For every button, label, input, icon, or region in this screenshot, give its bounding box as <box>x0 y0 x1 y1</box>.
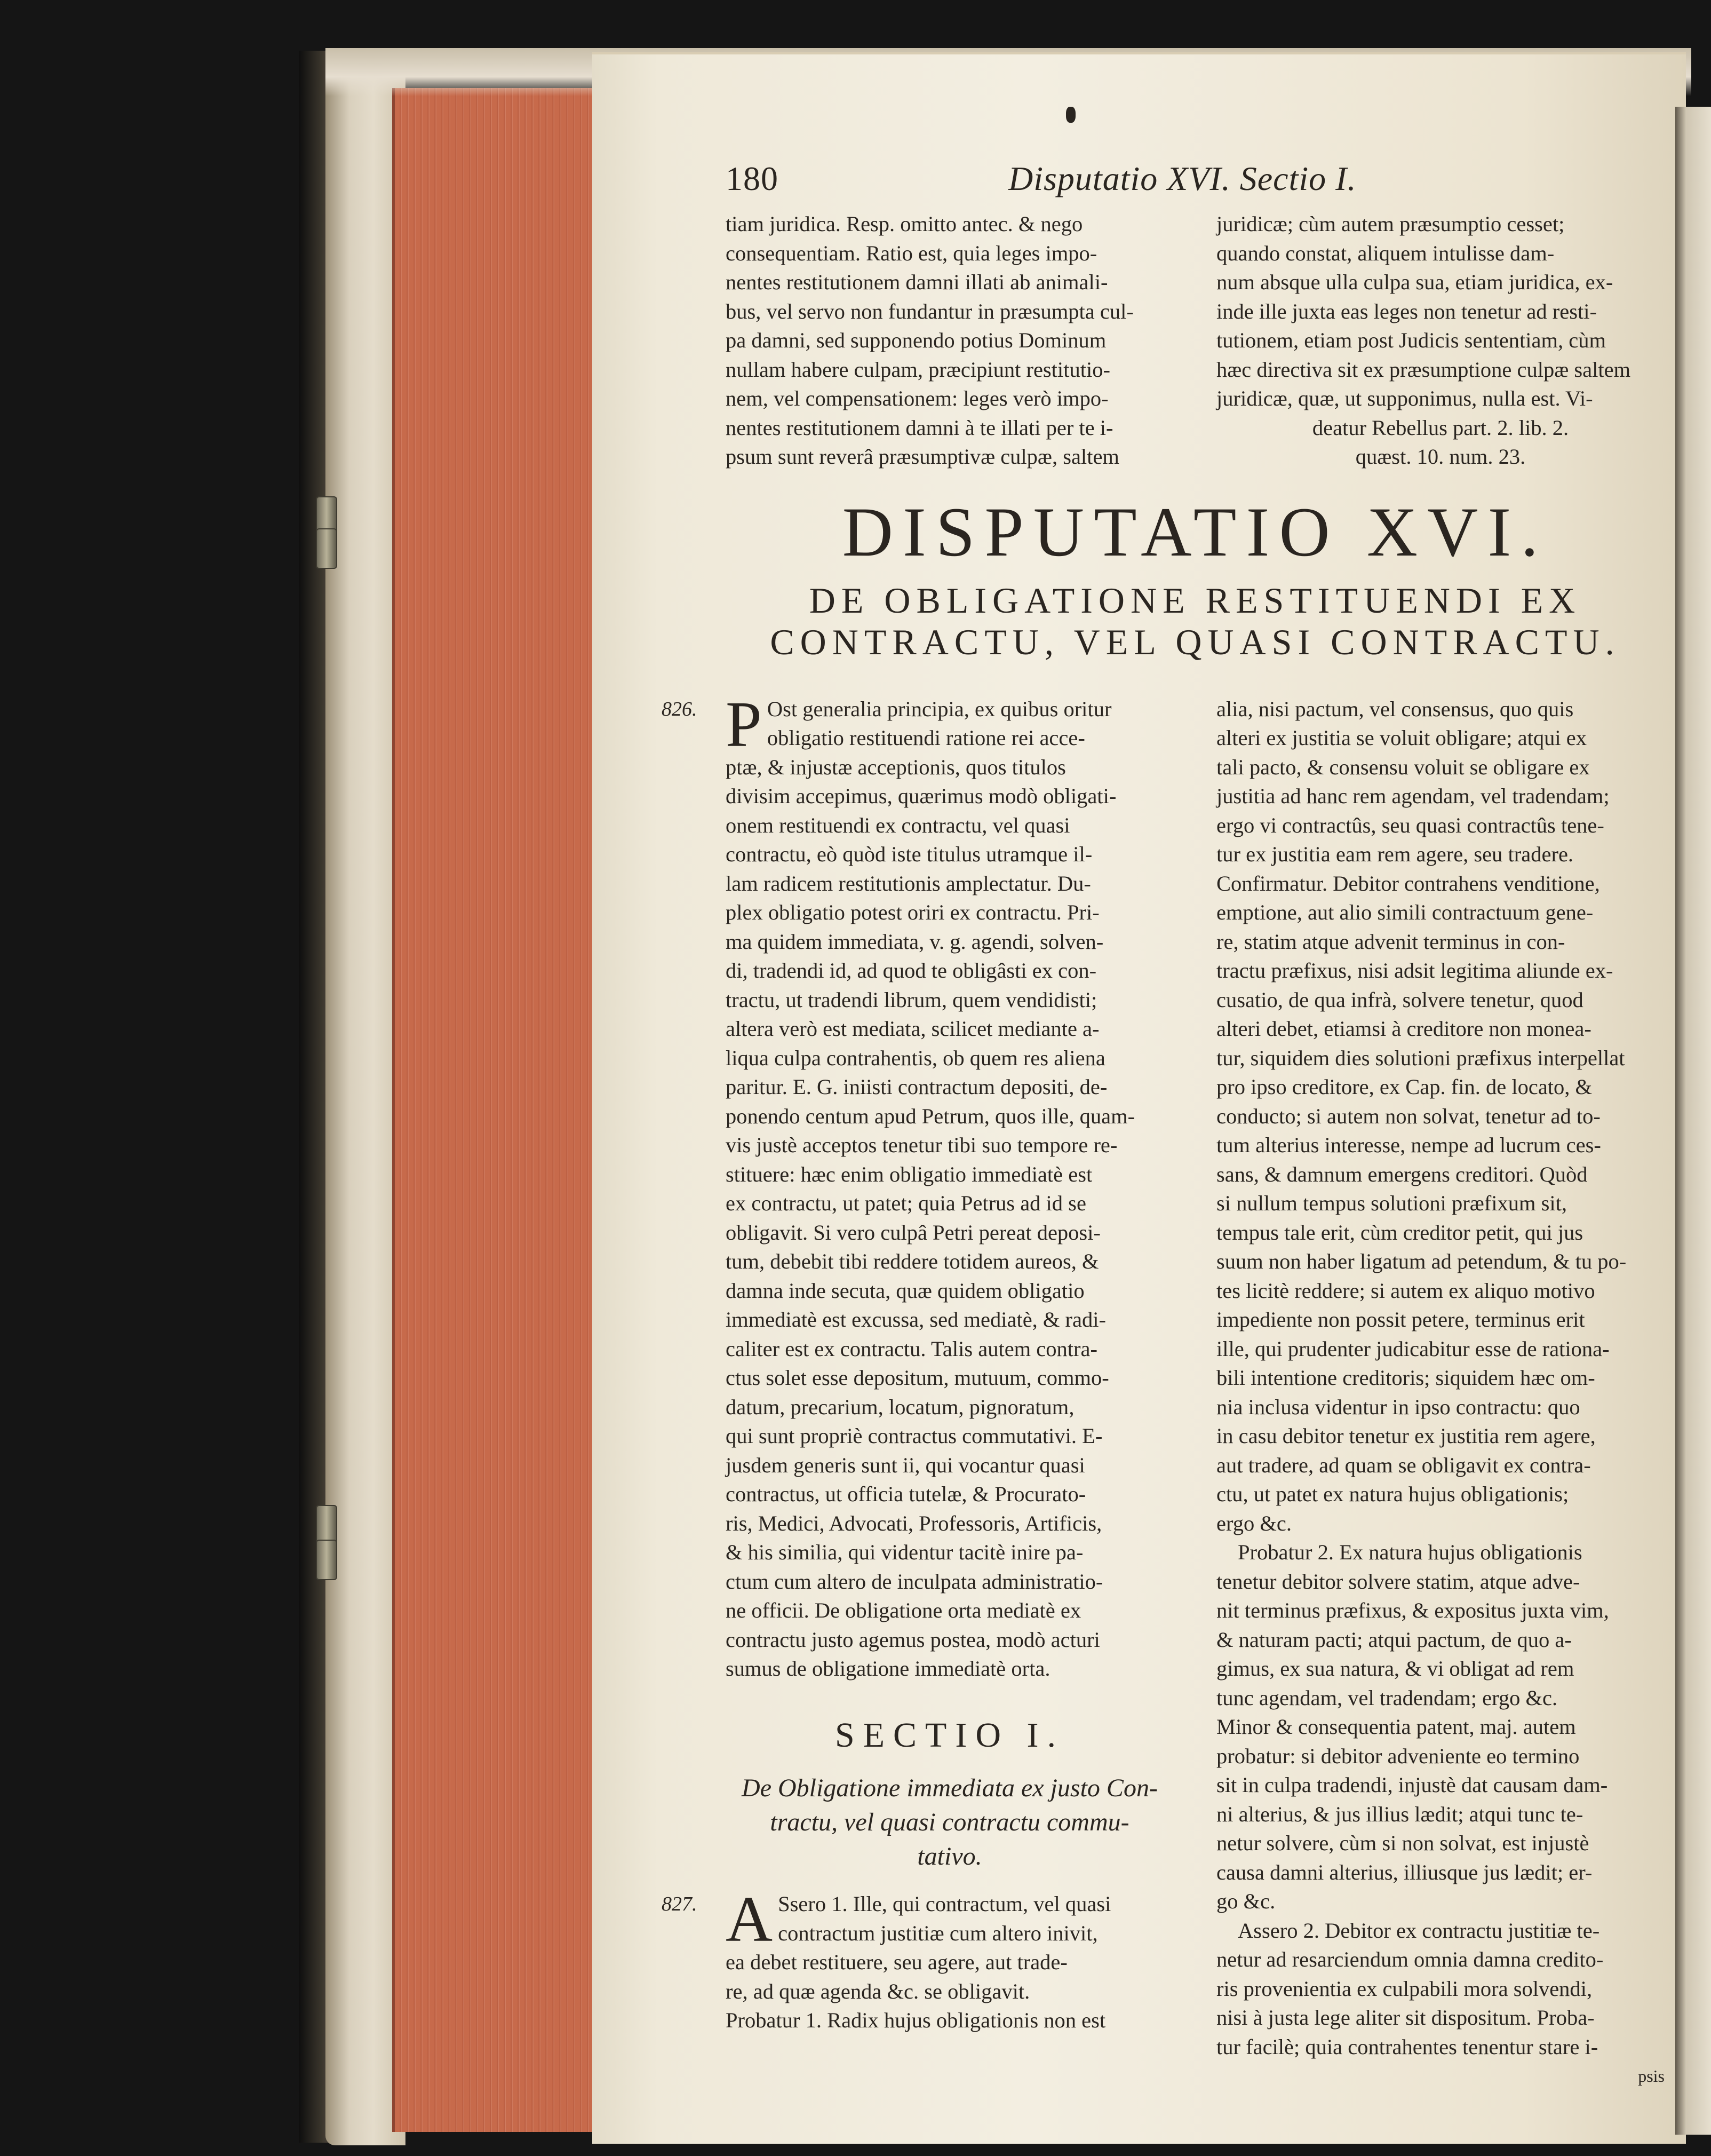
right-col-line: re, statim atque advenit terminus in con- <box>1216 929 1565 954</box>
top-right-line: num absque ulla culpa sua, etiam juridica, ex- <box>1216 270 1613 294</box>
top-right-line: quæst. 10. num. 23. <box>1355 445 1526 469</box>
red-page-edges <box>392 88 598 2132</box>
right-col-line: go &c. <box>1216 1889 1276 1913</box>
top-left-line: nem, vel compensationem: leges verò impo- <box>726 386 1109 410</box>
disputatio-subtitle-line-2: CONTRACTU, VEL QUASI CONTRACTU. <box>770 621 1620 662</box>
right-col-line: & naturam pacti; atqui pactum, de quo a- <box>1216 1627 1572 1652</box>
right-col-line: suum non haber ligatum ad petendum, & tu po- <box>1216 1249 1627 1273</box>
right-col-line: si nullum tempus solutioni præfixum sit, <box>1216 1191 1567 1215</box>
right-col-line: causa damni alterius, illiusque jus lædit; er- <box>1216 1860 1593 1884</box>
right-col-line: gimus, ex sua natura, & vi obligat ad rem <box>1216 1656 1574 1681</box>
paragraph-826-text <box>726 688 1174 1684</box>
p827-line: re, ad quæ agenda &c. se obligavit. <box>726 1979 1030 2003</box>
section-desc-line: tractu, vel quasi contractu commu- <box>770 1808 1129 1836</box>
section-description <box>731 1771 1168 1874</box>
main-columns <box>662 688 1665 2091</box>
right-col-line: tempus tale erit, cùm creditor petit, qui jus <box>1216 1220 1583 1245</box>
clasp-2 <box>316 528 337 569</box>
top-right-line: tutionem, etiam post Judicis sententiam, cùm <box>1216 328 1606 352</box>
p826-line: vis justè acceptos tenetur tibi suo tempore re- <box>726 1133 1118 1157</box>
top-left-line: consequentiam. Ratio est, quia leges impo- <box>726 241 1097 265</box>
right-col-line: netur ad resarciendum omnia damna credito- <box>1216 1947 1604 1971</box>
right-col-line: nia inclusa videntur in ipso contractu: quo <box>1216 1394 1580 1419</box>
p826-line: ma quidem immediata, v. g. agendi, solven- <box>726 929 1104 954</box>
right-col-line: bili intentione creditoris; siquidem hæc om- <box>1216 1366 1595 1390</box>
p826-line: qui sunt propriè contractus commutativi. E- <box>726 1424 1103 1448</box>
right-col-line: Minor & consequentia patent, maj. autem <box>1216 1715 1576 1739</box>
p826-line: altera verò est mediata, scilicet mediante a- <box>726 1017 1100 1041</box>
p826-line: liqua culpa contrahentis, ob quem res aliena <box>726 1045 1105 1070</box>
running-head <box>726 157 1665 200</box>
right-col-line: probatur: si debitor adveniente eo termino <box>1216 1743 1580 1768</box>
p826-line: lam radicem restitutionis amplectatur. Du- <box>726 871 1091 895</box>
p826-line: contractus, ut officia tutelæ, & Procurato- <box>726 1482 1086 1506</box>
top-right-line: quando constat, aliquem intulisse dam- <box>1216 241 1555 265</box>
section-title: SECTIO I. <box>835 1715 1064 1755</box>
right-col-line: in casu debitor tenetur ex justitia rem agere, <box>1216 1424 1596 1448</box>
paragraph-826 <box>662 688 1174 1684</box>
right-col-line: psis <box>1638 2066 1665 2086</box>
top-left-column <box>726 210 1174 472</box>
p826-line: ne officii. De obligatione orta mediatè ex <box>726 1598 1081 1622</box>
p827-line: Probatur 1. Radix hujus obligationis non est <box>726 2008 1106 2032</box>
margin-number-826: 826. <box>662 697 697 720</box>
p826-line: caliter est ex contractu. Talis autem contra- <box>726 1336 1097 1361</box>
right-col-line: tur facilè; quia contrahentes tenentur stare i- <box>1216 2034 1598 2059</box>
p826-line: damna inde secuta, quæ quidem obligatio <box>726 1278 1085 1303</box>
p826-line: datum, precarium, locatum, pignoratum, <box>726 1394 1075 1419</box>
right-col-line: impediente non possit petere, terminus erit <box>1216 1307 1585 1331</box>
p826-line: ctus solet esse depositum, mutuum, commo- <box>726 1366 1109 1390</box>
p826-line: tum, debebit tibi reddere totidem aureos, & <box>726 1249 1099 1273</box>
top-columns <box>726 210 1665 472</box>
p826-line: onem restituendi ex contractu, vel quasi <box>726 813 1070 837</box>
right-col-line: Assero 2. Debitor ex contractu justitiæ te- <box>1238 1918 1600 1943</box>
right-col-line: tenetur debitor solvere statim, atque adve- <box>1216 1569 1580 1594</box>
p826-line: ris, Medici, Advocati, Professoris, Artificis, <box>726 1511 1102 1535</box>
p826-line: divisim accepimus, quærimus modò obligati- <box>726 784 1117 808</box>
top-left-line: tiam juridica. Resp. omitto antec. & nego <box>726 212 1083 236</box>
top-left-line: bus, vel servo non fundantur in præsumpta cul- <box>726 299 1134 323</box>
paragraph-827-text <box>726 1883 1174 2035</box>
top-left-line: nentes restitutionem damni illati ab animali- <box>726 270 1108 294</box>
right-col-line: ergo &c. <box>1216 1511 1292 1535</box>
p826-line: obligavit. Si vero culpâ Petri pereat deposi- <box>726 1220 1101 1245</box>
p826-line: immediatè est excussa, sed mediatè, & radi- <box>726 1307 1107 1331</box>
top-left-line: pa damni, sed supponendo potius Dominum <box>726 328 1107 352</box>
right-col-line: justitia ad hanc rem agendam, vel tradendam; <box>1216 784 1610 808</box>
p826-line: tractu, ut tradendi librum, quem vendidisti; <box>726 987 1097 1012</box>
top-right-line: hæc directiva sit ex præsumptione culpæ saltem <box>1216 357 1631 382</box>
dropcap-827: A <box>726 1883 773 1955</box>
right-col-line: alia, nisi pactum, vel consensus, quo quis <box>1216 696 1574 721</box>
right-col-line: aut tradere, ad quam se obligavit ex contra- <box>1216 1453 1591 1477</box>
right-col-line: tes licitè reddere; si autem ex aliquo motivo <box>1216 1278 1595 1303</box>
right-col-line: alteri ex justitia se voluit obligare; atqui ex <box>1216 726 1587 750</box>
right-col-line: netur solvere, cùm si non solvat, est injustè <box>1216 1831 1589 1855</box>
p826-line: di, tradendi id, ad quod te obligâsti ex con- <box>726 958 1097 982</box>
margin-number-827: 827. <box>662 1893 697 1915</box>
dropcap-826: P <box>726 688 762 760</box>
paragraph-827 <box>662 1883 1174 2035</box>
right-col-line: ctu, ut patet ex natura hujus obligationis; <box>1216 1482 1569 1506</box>
left-column <box>662 688 1174 2091</box>
right-col-line: tali pacto, & consensu voluit se obligare ex <box>1216 755 1590 779</box>
right-col-line: tractu præfixus, nisi adsit legitima aliunde ex- <box>1216 958 1613 982</box>
p826-line: ponendo centum apud Petrum, quos ille, quam- <box>726 1104 1135 1128</box>
p826-line: ptæ, & injustæ acceptionis, quos titulos <box>726 755 1066 779</box>
p827-line: Ssero 1. Ille, qui contractum, vel quasi <box>778 1892 1111 1916</box>
p826-line: contractu justo agemus postea, modò acturi <box>726 1627 1100 1652</box>
top-left-line: psum sunt reverâ præsumptivæ culpæ, saltem <box>726 445 1119 469</box>
next-page-leaf <box>1675 107 1711 2135</box>
top-right-line: juridicæ, quæ, ut supponimus, nulla est. Vi- <box>1216 386 1593 410</box>
top-left-line: nullam habere culpam, præcipiunt restitutio- <box>726 357 1110 382</box>
top-ornament <box>1066 107 1076 123</box>
right-col-line: sit in culpa tradendi, injustè dat causam dam- <box>1216 1773 1608 1797</box>
p826-line: contractu, eò quòd iste titulus utramque il- <box>726 842 1093 866</box>
p826-line: plex obligatio potest oriri ex contractu. Pri- <box>726 900 1100 924</box>
p827-line: contractum justitiæ cum altero inivit, <box>778 1921 1098 1945</box>
right-col-line: tur ex justitia eam rem agere, seu tradere. <box>1216 842 1574 866</box>
disputatio-title: DISPUTATIO XVI. <box>842 492 1548 571</box>
right-col-line: conducto; si autem non solvat, tenetur ad to- <box>1216 1104 1601 1128</box>
disputatio-subtitle-line-1: DE OBLIGATIONE RESTITUENDI EX <box>809 580 1581 621</box>
right-col-line: tum alterius interesse, nempe ad lucrum ces- <box>1216 1133 1601 1157</box>
top-right-line: inde ille juxta eas leges non tenetur ad resti- <box>1216 299 1597 323</box>
page-content <box>662 157 1665 2091</box>
p826-line: stituere: hæc enim obligatio immediatè est <box>726 1162 1093 1186</box>
p826-line: jusdem generis sunt ii, qui vocantur quasi <box>726 1453 1085 1477</box>
p826-line: & his similia, qui videntur tacitè inire pa- <box>726 1540 1084 1564</box>
page-number: 180 <box>726 160 778 197</box>
right-col-line: nit terminus præfixus, & expositus juxta vim, <box>1216 1598 1609 1622</box>
top-right-column <box>1216 210 1665 472</box>
right-col-line: emptione, aut alio simili contractuum gene- <box>1216 900 1594 924</box>
p826-line: paritur. E. G. iniisti contractum depositi, de- <box>726 1075 1108 1099</box>
right-col-line: sans, & damnum emergens creditori. Quòd <box>1216 1162 1588 1186</box>
right-col-line: nisi à justa lege aliter sit dispositum. Proba- <box>1216 2006 1595 2030</box>
running-title: Disputatio XVI. Sectio I. <box>1008 160 1357 197</box>
top-left-line: nentes restitutionem damni à te illati per te i- <box>726 415 1113 440</box>
p826-line: ctum cum altero de inculpata administratio- <box>726 1569 1103 1594</box>
right-col-line: pro ipso creditore, ex Cap. fin. de locato, & <box>1216 1075 1593 1099</box>
section-desc-line: tativo. <box>917 1842 982 1870</box>
p826-line: ex contractu, ut patet; quia Petrus ad id se <box>726 1191 1086 1215</box>
right-col-line: ergo vi contractûs, seu quasi contractûs tene- <box>1216 813 1604 837</box>
section-desc-line: De Obligatione immediata ex justo Con- <box>742 1774 1158 1802</box>
clasp-4 <box>316 1540 337 1580</box>
right-col-line: ni alterius, & jus illius lædit; atqui tunc te- <box>1216 1802 1583 1826</box>
right-col-line: alteri debet, etiamsi à creditore non monea- <box>1216 1017 1591 1041</box>
right-col-line: cusatio, de qua infrà, solvere tenetur, quod <box>1216 987 1583 1012</box>
right-col-line: ille, qui prudenter judicabitur esse de rationa- <box>1216 1336 1610 1361</box>
top-right-line: juridicæ; cùm autem præsumptio cesset; <box>1216 212 1565 236</box>
p826-line: obligatio restituendi ratione rei acce- <box>767 726 1085 750</box>
p826-line: sumus de obligatione immediatè orta. <box>726 1656 1051 1681</box>
p827-line: ea debet restituere, seu agere, aut trade- <box>726 1950 1068 1974</box>
right-col-line: tur, siquidem dies solutioni præfixus interpellat <box>1216 1045 1625 1070</box>
right-col-line: Confirmatur. Debitor contrahens venditione, <box>1216 871 1600 895</box>
right-column <box>1216 695 1665 2091</box>
right-col-line: Probatur 2. Ex natura hujus obligationis <box>1238 1540 1582 1564</box>
right-col-line: ris provenientia ex culpabili mora solvendi, <box>1216 1976 1593 2001</box>
p826-line: Ost generalia principia, ex quibus oritur <box>767 696 1112 721</box>
right-col-line: tunc agendam, vel tradendam; ergo &c. <box>1216 1685 1558 1710</box>
top-right-line: deatur Rebellus part. 2. lib. 2. <box>1312 415 1569 440</box>
